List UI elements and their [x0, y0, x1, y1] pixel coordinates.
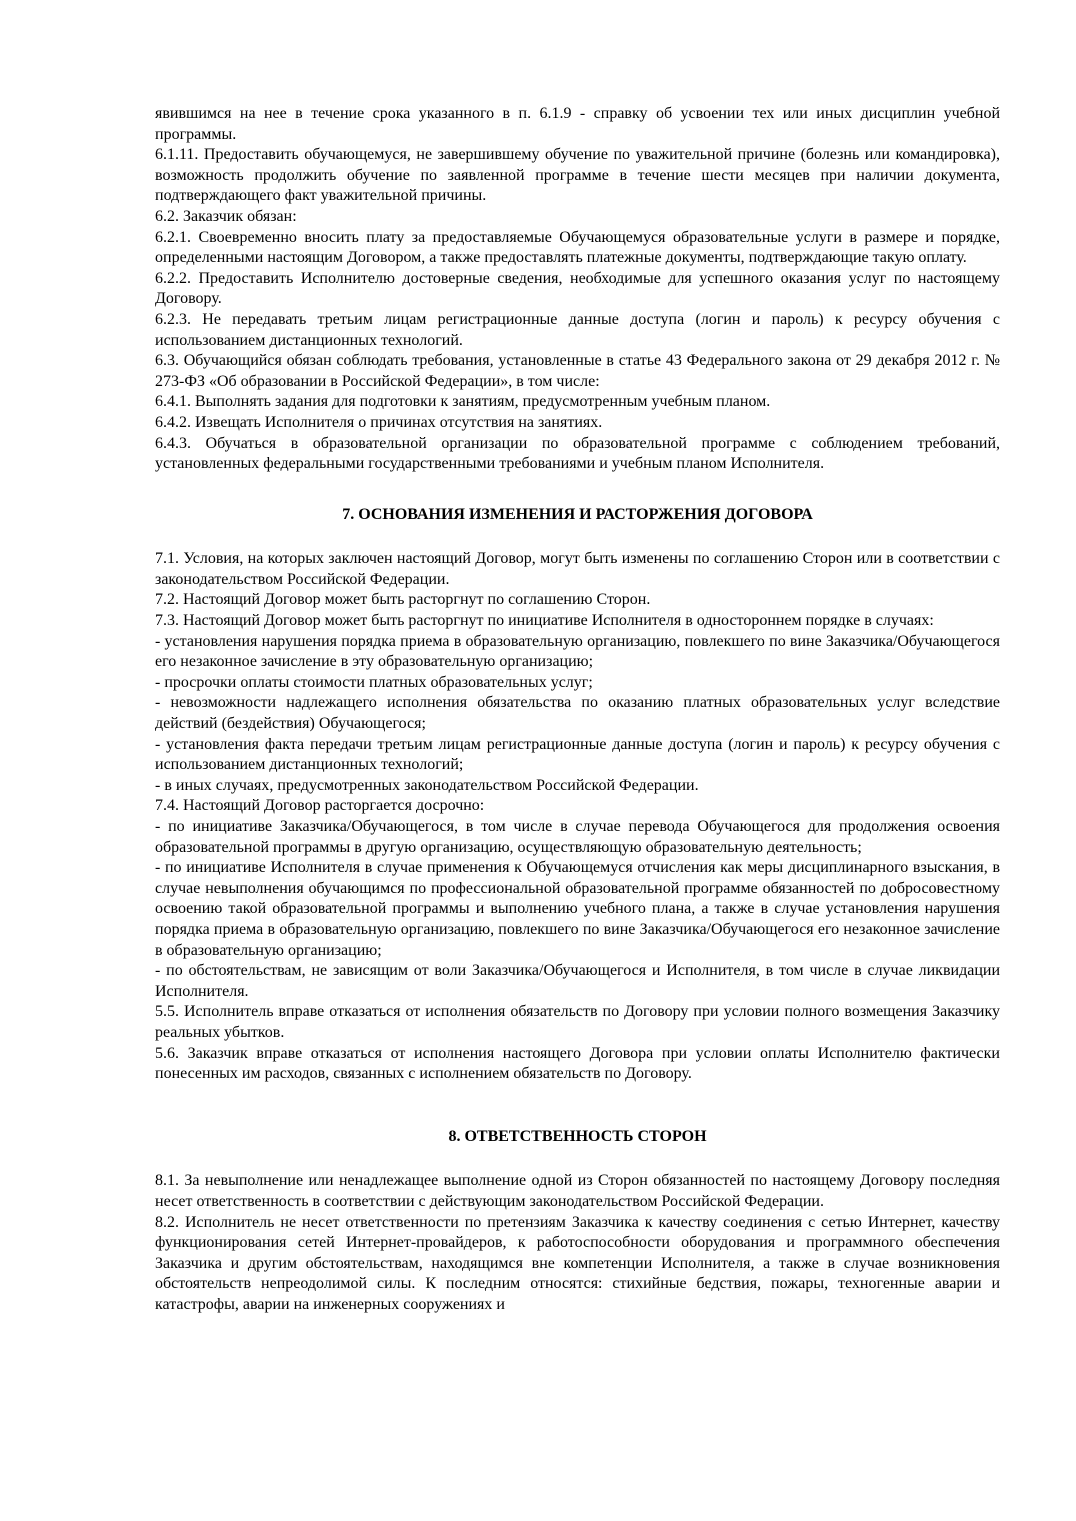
paragraph: - по инициативе Заказчика/Обучающегося, в том числе в случае перевода Обучающегося для продолжения освоения образовательной программы в другую организацию, осуществляющую образовательную деятельность;: [155, 818, 1000, 856]
paragraph: 7.1. Условия, на которых заключен настоящий Договор, могут быть изменены по соглашению Сторон или в соответствии с законодательством Российской Федерации.: [155, 550, 1000, 588]
paragraph: 6.2.3. Не передавать третьим лицам регистрационные данные доступа (логин и пароль) к ресурсу обучения с использованием дистанционных технологий.: [155, 310, 1000, 349]
paragraph: явившимся на нее в течение срока указанного в п. 6.1.9 - справку об усвоении тех или иных дисциплин учебной программы.: [155, 105, 1000, 143]
paragraph: 8.1. За невыполнение или ненадлежащее выполнение одной из Сторон обязанностей по настоящему Договору последняя несет ответственность в соответствии с действующим законодательством Российской Федерации.: [155, 1172, 1000, 1210]
paragraph: 6.1.11. Предоставить обучающемуся, не завершившему обучение по уважительной причине (болезнь или командировка), возможность продолжить обучение по заявленной программе в течение шести месяцев при наличии документа, подтверждающего факт уважительной причины.: [155, 146, 1000, 205]
paragraph: 5.6. Заказчик вправе отказаться от исполнения настоящего Договора при условии оплаты Исполнителю фактически понесенных им расходов, связанных с исполнением обязательств по Договору.: [155, 1044, 1000, 1083]
obligations-block: [155, 104, 1000, 475]
section-8-heading: 8. ОТВЕТСТВЕННОСТЬ СТОРОН: [448, 1127, 707, 1145]
paragraph: - просрочки оплаты стоимости платных образовательных услуг;: [155, 673, 593, 691]
paragraph: 6.4.2. Извещать Исполнителя о причинах отсутствия на занятиях.: [155, 413, 603, 431]
paragraph: 6.4.1. Выполнять задания для подготовки к занятиям, предусмотренным учебным планом.: [155, 393, 771, 411]
paragraph: 5.5. Исполнитель вправе отказаться от исполнения обязательств по Договору при условии полного возмещения Заказчику реальных убытков.: [155, 1003, 1000, 1041]
paragraph: 7.3. Настоящий Договор может быть расторгнут по инициативе Исполнителя в одностороннем порядке в случаях:: [155, 612, 934, 630]
paragraph: 6.2.1. Своевременно вносить плату за предоставляемые Обучающемуся образовательные услуги в размере и порядке, определенными настоящим Договором, а также предоставлять платежные документы, подтверждающие такую оплату.: [155, 228, 1000, 267]
paragraph: 6.2. Заказчик обязан:: [155, 207, 297, 225]
paragraph: 6.3. Обучающийся обязан соблюдать требования, установленные в статье 43 Федерального закона от 29 декабря 2012 г. № 273-ФЗ «Об образовании в Российской Федерации», в том числе:: [155, 352, 1000, 390]
paragraph: 8.2. Исполнитель не несет ответственности по претензиям Заказчика к качеству соединения с сетью Интернет, качеству функционирования сетей Интернет-провайдеров, к работоспособности оборудования и программного обеспечения Заказчика и другим обстоятельствам, находящимся вне компетенции Исполнителя, а также в случае возникновения обстоятельств непреодолимой силы. К последним относятся: стихийные бедствия, пожары, техногенные аварии и катастрофы, аварии на инженерных сооружениях и: [155, 1213, 1000, 1313]
liability-block: [155, 1171, 1000, 1315]
paragraph: 6.4.3. Обучаться в образовательной организации по образовательной программе с соблюдением требований, установленных федеральными государственными требованиями и учебным планом Исполнителя.: [155, 434, 1000, 473]
paragraph: - установления нарушения порядка приема в образовательную организацию, повлекшего по вине Заказчика/Обучающегося его незаконное зачисление в эту образовательную организацию;: [155, 632, 1000, 671]
paragraph: - в иных случаях, предусмотренных законодательством Российской Федерации.: [155, 776, 699, 794]
paragraph: 6.2.2. Предоставить Исполнителю достоверные сведения, необходимые для успешного оказания услуг по настоящему Договору.: [155, 269, 1000, 308]
termination-block: [155, 549, 1000, 1084]
paragraph: 7.2. Настоящий Договор может быть расторгнут по соглашению Сторон.: [155, 591, 651, 609]
paragraph: 7.4. Настоящий Договор расторгается досрочно:: [155, 797, 485, 815]
section-7-heading: 7. ОСНОВАНИЯ ИЗМЕНЕНИЯ И РАСТОРЖЕНИЯ ДОГОВОРА: [342, 505, 813, 523]
paragraph: - по обстоятельствам, не зависящим от воли Заказчика/Обучающегося и Исполнителя, в том числе в случае ликвидации Исполнителя.: [155, 962, 1000, 1000]
document-page: [155, 104, 1000, 1315]
paragraph: - установления факта передачи третьим лицам регистрационные данные доступа (логин и пароль) к ресурсу обучения с использованием дистанционных технологий;: [155, 735, 1000, 774]
paragraph: - по инициативе Исполнителя в случае применения к Обучающемуся отчисления как меры дисциплинарного взыскания, в случае невыполнения обучающимся по профессиональной образовательной программе обязанностей по добросовестному освоению такой образовательной программы и выполнению учебного плана, а также в случае установления нарушения порядка приема в образовательную организацию, повлекшего по вине Заказчика/Обучающегося его незаконное зачисление в образовательную организацию;: [155, 859, 1000, 959]
paragraph: - невозможности надлежащего исполнения обязательства по оказанию платных образовательных услуг вследствие действий (бездействия) Обучающегося;: [155, 694, 1000, 733]
